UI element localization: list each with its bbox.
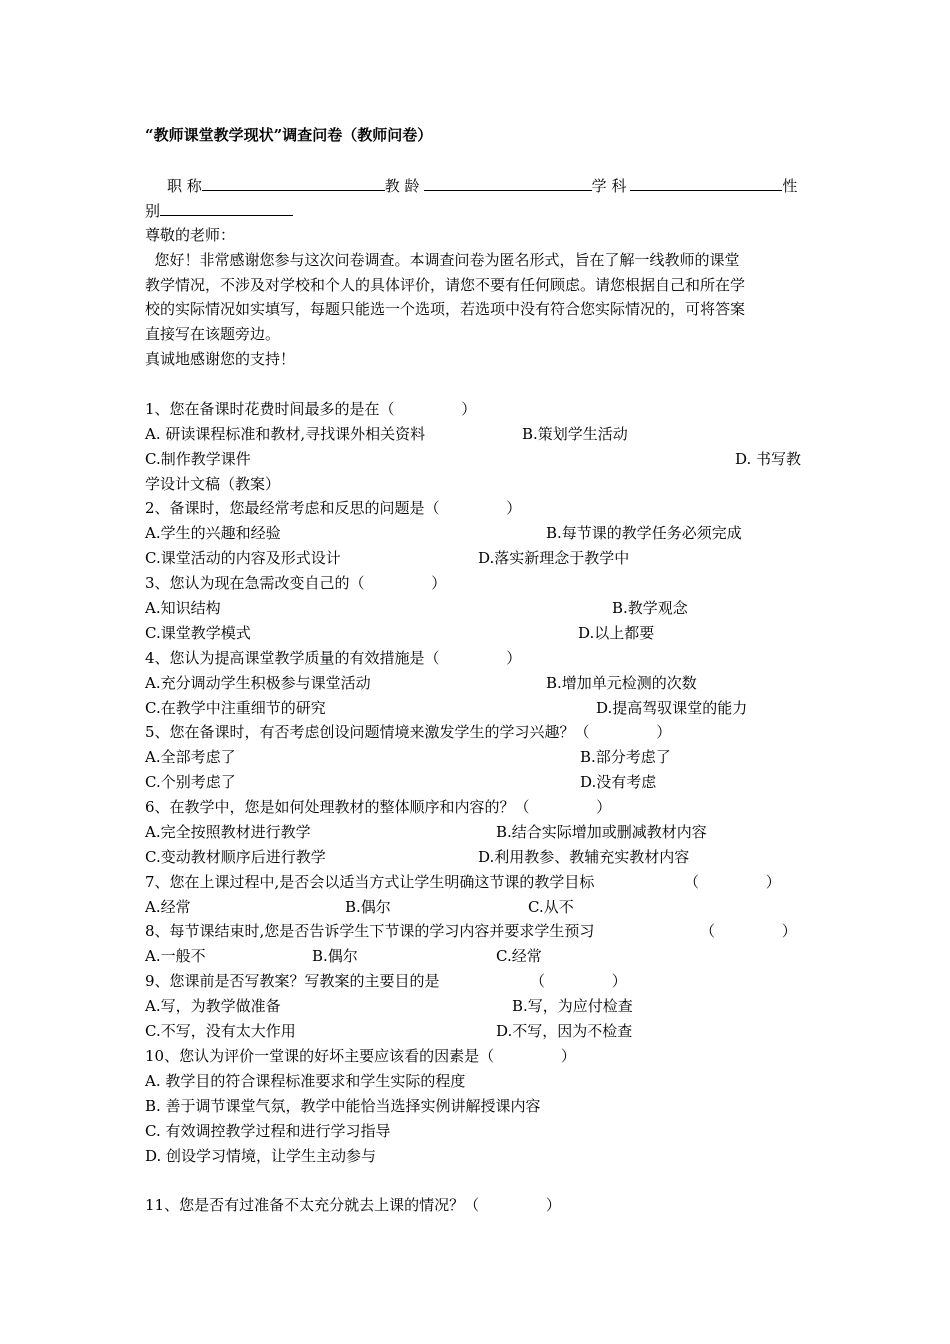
answer-bracket-9[interactable]: （ ） — [530, 972, 627, 990]
field-title-rank[interactable] — [202, 173, 385, 191]
info-line-2 — [145, 198, 293, 223]
question-2: 2、备课时，您最经常考虑和反思的问题是（ ） — [145, 499, 522, 517]
option-4a[interactable]: A.充分调动学生积极参与课堂活动 — [145, 674, 371, 692]
question-9: 9、您课前是否写教案？写教案的主要目的是 — [145, 972, 440, 990]
option-6b[interactable]: B.结合实际增加或删减教材内容 — [496, 823, 707, 841]
label-teaching-years: 教 龄 — [384, 177, 420, 195]
intro-line: 直接写在该题旁边。 — [145, 325, 281, 343]
option-2a[interactable]: A.学生的兴趣和经验 — [145, 524, 281, 542]
option-9b[interactable]: B.写，为应付检查 — [512, 997, 633, 1015]
answer-bracket-8[interactable]: （ ） — [700, 922, 797, 940]
option-1d[interactable]: D. 书写教 — [735, 450, 802, 468]
thanks-line: 真诚地感谢您的支持！ — [145, 350, 296, 368]
question-7: 7、您在上课过程中,是否会以适当方式让学生明确这节课的教学目标 — [145, 873, 595, 891]
option-1c[interactable]: C.制作教学课件 — [145, 450, 251, 468]
option-6a[interactable]: A.完全按照教材进行教学 — [145, 823, 311, 841]
option-9a[interactable]: A.写，为教学做准备 — [145, 997, 281, 1015]
question-4: 4、您认为提高课堂教学质量的有效措施是（ ） — [145, 649, 522, 667]
option-5c[interactable]: C.个别考虑了 — [145, 773, 236, 791]
info-line — [145, 173, 797, 198]
option-8c[interactable]: C.经常 — [496, 947, 542, 965]
option-6c[interactable]: C.变动教材顺序后进行教学 — [145, 848, 326, 866]
option-2c[interactable]: C.课堂活动的内容及形式设计 — [145, 549, 341, 567]
option-1d-continued: 学设计文稿（教案） — [145, 475, 281, 493]
option-5a[interactable]: A.全部考虑了 — [145, 748, 236, 766]
option-3c[interactable]: C.课堂教学模式 — [145, 624, 251, 642]
greeting: 尊敬的老师： — [145, 226, 236, 244]
question-5: 5、您在备课时，有否考虑创设问题情境来激发学生的学习兴趣？（ ） — [145, 723, 672, 741]
question-6: 6、在教学中，您是如何处理教材的整体顺序和内容的？（ ） — [145, 798, 612, 816]
option-2d[interactable]: D.落实新理念于教学中 — [478, 549, 630, 567]
option-1a[interactable]: A. 研读课程标准和教材,寻找课外相关资料 — [145, 425, 426, 443]
option-7b[interactable]: B.偶尔 — [345, 898, 391, 916]
option-5d[interactable]: D.没有考虑 — [580, 773, 657, 791]
option-9c[interactable]: C.不写，没有太大作用 — [145, 1022, 296, 1040]
option-9d[interactable]: D.不写，因为不检查 — [496, 1022, 633, 1040]
document-title: “教师课堂教学现状”调查问卷（教师问卷） — [145, 126, 433, 144]
question-8: 8、每节课结束时,您是否告诉学生下节课的学习内容并要求学生预习 — [145, 922, 595, 940]
label-title-rank: 职 称 — [167, 177, 202, 195]
intro-line: 校的实际情况如实填写，每题只能选一个选项，若选项中没有符合您实际情况的，可将答案 — [145, 300, 746, 318]
question-1: 1、您在备课时花费时间最多的是在（ ） — [145, 400, 477, 418]
option-3a[interactable]: A.知识结构 — [145, 599, 221, 617]
option-10b[interactable]: B. 善于调节课堂气氛，教学中能恰当选择实例讲解授课内容 — [145, 1097, 541, 1115]
option-10d[interactable]: D. 创设学习情境，让学生主动参与 — [145, 1147, 377, 1165]
option-4b[interactable]: B.增加单元检测的次数 — [546, 674, 697, 692]
question-10: 10、您认为评价一堂课的好坏主要应该看的因素是（ ） — [145, 1047, 576, 1065]
field-gender[interactable] — [160, 198, 293, 216]
label-gender-2: 别 — [145, 202, 161, 220]
option-8b[interactable]: B.偶尔 — [312, 947, 358, 965]
option-3d[interactable]: D.以上都要 — [578, 624, 655, 642]
intro-line: 教学情况，不涉及对学校和个人的具体评价，请您不要有任何顾虑。请您根据自己和所在学 — [145, 276, 746, 294]
option-7a[interactable]: A.经常 — [145, 898, 191, 916]
option-4d[interactable]: D.提高驾驭课堂的能力 — [596, 699, 748, 717]
option-6d[interactable]: D.利用教参、教辅充实教材内容 — [478, 848, 690, 866]
option-4c[interactable]: C.在教学中注重细节的研究 — [145, 699, 326, 717]
option-1b[interactable]: B.策划学生活动 — [522, 425, 628, 443]
option-2b[interactable]: B.每节课的教学任务必须完成 — [546, 524, 742, 542]
option-10c[interactable]: C. 有效调控教学过程和进行学习指导 — [145, 1122, 391, 1140]
option-5b[interactable]: B.部分考虑了 — [580, 748, 671, 766]
label-gender-1: 性 — [782, 177, 798, 195]
option-3b[interactable]: B.教学观念 — [612, 599, 688, 617]
field-subject[interactable] — [630, 173, 782, 191]
intro-line: 您好！非常感谢您参与这次问卷调查。本调查问卷为匿名形式，旨在了解一线教师的课堂 — [145, 251, 740, 269]
answer-bracket-7[interactable]: （ ） — [684, 873, 781, 891]
question-3: 3、您认为现在急需改变自己的（ ） — [145, 574, 447, 592]
question-11: 11、您是否有过准备不太充分就去上课的情况？（ ） — [145, 1196, 561, 1214]
label-subject: 学 科 — [591, 177, 627, 195]
option-10a[interactable]: A. 教学目的符合课程标准要求和学生实际的程度 — [145, 1072, 466, 1090]
option-7c[interactable]: C.从不 — [528, 898, 574, 916]
field-teaching-years[interactable] — [424, 173, 592, 191]
option-8a[interactable]: A.一般不 — [145, 947, 206, 965]
